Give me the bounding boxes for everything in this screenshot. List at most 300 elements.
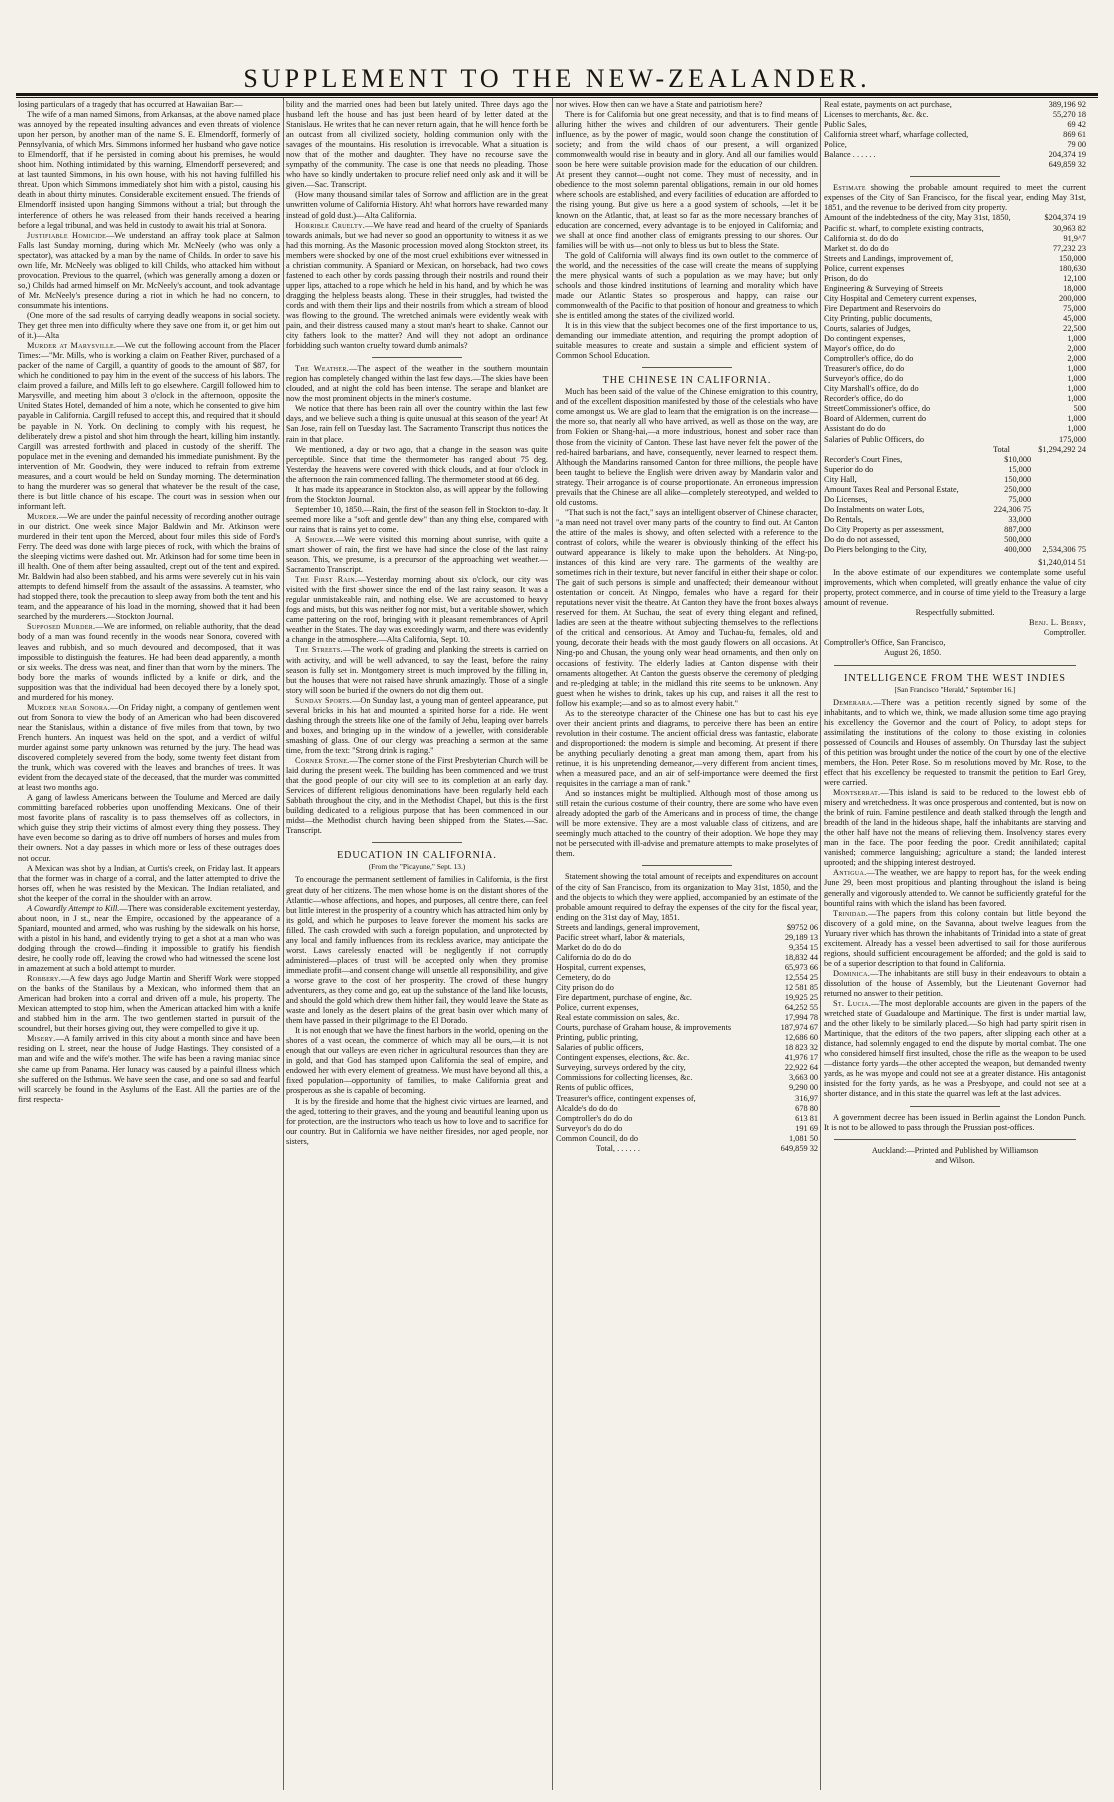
section-source: (From the "Picayune," Sept. 13.) [368, 862, 466, 872]
article-heading: Murder near Sonora. [27, 702, 111, 712]
signature-office: Comptroller's Office, San Francisco, [824, 638, 946, 648]
table-row [556, 1023, 818, 1033]
article-text: —The most deplorable accounts are given in the papers of the wretched state of Guadaloupe and Martinique. The first is under martial law, and the other likely to be similarly placed.—So high had party spirit risen in Martinique, that the editors of the two papers, after slipping each other at a distance, had solemnly engaged to end the dispute by mortal combat. The one who considered himself first insulted, chose the rifle as the weapon to be used—distance forty yards—the other accepted the weapon, but demanded twenty yards, as he was myope and could not see at a greater distance. His antagonist insisted for the forty yards, as he was a Presbyope, and could not see at a shorter distance, and in this state the quarrel was left at the last advices. [824, 999, 1086, 1099]
revenue-table [824, 455, 1086, 555]
article-paragraph: The gold of California will always find its own outlet to the commerce of the world, and the necessities of the case will create the means of supplying the mere physical wants of such a population as we may have; but only schools and those kindred institutions of learning and morality which have made our Atlantic States so prosperous and happy, can raise our commonwealth of the Pacific to that position of honour and greatness to which she is entitled among the states of the civilized world. [556, 250, 818, 320]
article-heading: Montserrat. [833, 788, 881, 798]
article-paragraph: We mentioned, a day or two ago, that a change in the season was quite perceptible. Since that time the thermometer has ranged about 75 deg. Yesterday the heavens were covered with thick clouds, and at four o'clock in the afternoon the rain commenced falling. The thermometer stood at 66 deg. [286, 444, 548, 484]
row-label: Pacific street wharf, labor & materials, [556, 932, 685, 942]
table-row [556, 1144, 818, 1154]
table-row [824, 244, 1086, 254]
article-heading: Misery. [27, 1034, 56, 1044]
row-amount: 1,000 [1067, 394, 1086, 404]
row-label: Licenses to merchants, &c. &c. [824, 110, 929, 120]
row-amount-sum [1031, 535, 1086, 545]
article-heading: Horrible Cruelty. [295, 220, 366, 230]
article-text: —On Sunday last, a young man of genteel appearance, put several bricks in his hat and mounted a spirited horse for a ride. He went dashing through the streets like one of the family of Jehu, leaping over barrels and boxes, and bringing up in the window of a jeweller, with considerable smashing of glass. One of our clergy was preaching a sermon at the same time, from the text: "Strong drink is raging." [286, 695, 548, 755]
article-paragraph [18, 1034, 280, 1104]
table-row [824, 445, 1086, 455]
row-label: City prison do do [556, 982, 614, 992]
row-amount: 613 81 [795, 1113, 818, 1123]
row-label: Alcalde's do do do [556, 1103, 618, 1113]
row-label: Streets and Landings, improvement of, [824, 253, 954, 263]
article-paragraph [18, 512, 280, 623]
article-paragraph [286, 364, 548, 404]
table-row [556, 1083, 818, 1093]
table-row [824, 374, 1086, 384]
table-row [824, 130, 1086, 140]
table-row [556, 1114, 818, 1124]
row-label: Market do do do do [556, 942, 622, 952]
table-row [824, 394, 1086, 404]
row-amount-sum [1031, 455, 1086, 465]
separator-rule [834, 665, 1075, 666]
row-label: Police, [824, 140, 847, 150]
article-heading: Corner Stone. [295, 756, 350, 765]
row-amount: 22,922 64 [784, 1063, 818, 1073]
article-paragraph: A government decree has been issued in Berlin against the London Punch. It is not to be allowed to pass through the Prussian post-offices. [824, 1112, 1086, 1132]
row-label: Pacific st. wharf, to complete existing contracts, [824, 223, 984, 233]
imprint-line: Auckland:—Printed and Published by Williamson [871, 1145, 1039, 1155]
row-label: City Printing, public documents, [824, 313, 933, 323]
table-row [824, 274, 1086, 284]
article-paragraph [286, 645, 548, 695]
row-label: Salaries of Public Officers, do [824, 434, 925, 444]
row-amount: 3,663 00 [788, 1073, 818, 1083]
signature-date: August 26, 1850. [884, 648, 942, 658]
article-text: —On Friday night, a company of gentlemen went out from Sonora to view the body of an American who had been discovered near the Stanislaus, within a distance of five miles from that town, by two French hunters. An inquest was held on the spot, and a verdict of wilful murder against some party unknown was returned by the jury. The head was discovered completely severed from the body, some twenty feet distant from the trunk, which was covered with the leaves and branches of trees. It was evident from the decayed state of the deceased, that the murder was committed at least two months ago. [18, 702, 280, 793]
row-amount: 150,000 [1004, 474, 1032, 484]
table-row [556, 943, 818, 953]
article-paragraph: As to the stereotype character of the Chinese one has but to cast his eye over their ancient prints and diagrams, to perceive there has been an entire revolution in their costume. The ancient official dress was fantastic, elaborate and disproportioned: the modern is simple and becoming. At present if there be anything peculiarly denoting a great man among them, apart from his retinue, it is his unpretending demeanor,—very different from ancient times, when a measured pace, and an air of self-importance were deemed the first requisites in the carriage a man of rank." [556, 708, 818, 789]
article-paragraph: Much has been said of the value of the Chinese emigration to this country, and of the excellent disposition manifested by those of the celestials who have come amongst us. We are glad to learn that the emigration is on the increase—the more so, that nearly all who have arrived, as well as those on the way, are from Fokien or Shang-hai,—a more industrious, honest and sober race than those from the vicinity of Canton. These last have never felt the power of the red-haired barbarians, and have, consequently, never learned to respect them. Although the Mandarins ransomed Canton for three millions, the people have been taught to believe the English were driven away by Mandarin valor and strategy. Their arrogance is of course proportionate. An erroneous impression prevails that the Chinese are all alike—completely stereotyped, and welded to old customs. [556, 387, 818, 507]
expenditure-table [556, 923, 818, 1144]
article-text: —This island is said to be reduced to the lowest ebb of misery and wretchedness. It was once prosperous and contented, but is now on the brink of ruin. Famine pestilence and death stalked through the length and breadth of the land in the hideous shape, half the inhabitants are starving and the other half have not the means of relieving them. Insolvency stares every man in the face. The poor feeding the poor. Credit annihilated; capital vanished; commerce languishing; agriculture a stand; the landed interest uprooted; and the shipping interest destroyed. [824, 788, 1086, 868]
row-label: StreetCommissioner's office, do [824, 404, 931, 414]
row-amount: $10,000 [1004, 454, 1032, 464]
article-paragraph: September 10, 1850.—Rain, the first of the season fell in Stockton to-day. It seemed more like a "soft and gentle dew" than any thing else, compared with our rains that is rains yet to come. [286, 504, 548, 534]
article-text: —The weather, we are happy to report has, for the week ending June 29, been most propitious and planting throughout the island is being generally and vigorously attended to. We cannot be sufficiently grateful for the bountiful rains with which the island has been favored. [824, 868, 1086, 908]
row-label: Fire Department and Reservoirs do [824, 303, 941, 313]
table-row [824, 264, 1086, 274]
table-row [556, 1134, 818, 1144]
row-amount: 64,252 55 [784, 1003, 818, 1013]
row-amount-sum [1031, 475, 1086, 485]
row-amount: 41,976 17 [784, 1053, 818, 1063]
row-label: Mayor's office, do do [824, 344, 895, 354]
table-row [824, 475, 1086, 485]
row-label: Do Instalments on water Lots, [824, 504, 925, 514]
article-text: —We cut the following account from the Placer Times:—"Mr. Mills, who is working a claim on Feather River, purchased of a packer of the name of Cargill, a quantity of goods to the amount of $87, for which he conditioned to pay him in the event of the success of his labors. The claim proved a failure, and Mills left to go elsewhere. Cargill followed him to Marysville, and meeting him about 3 o'clock in the afternoon, opposite the United States Hotel, demanded of him a note, which he consented to give him payable in California. Cargill refused to accept this, and required that it should be payable in N. York. On declining to comply with his request, he deliberately drew a pistol and shot him through the heart, killing him instantly. Cargill was arrested forthwith and placed in custody of the sheriff. The populace met in the evening and demanded his immediate punishment. By the intervention of Mr. Goodwin, they were induced to refrain from extreme measures, and a court would be held on Sunday morning. The determination to hang the murderer was so general that whatever be the result of the case, there is but little chance of his escape. The court was in session when our informant left. [18, 341, 280, 511]
table-row [556, 1124, 818, 1134]
row-amount-sum [1031, 465, 1086, 475]
row-amount: 18,832 44 [784, 952, 818, 962]
row-label: Real estate commission on sales, &c. [556, 1013, 680, 1023]
article-text: —We understand an affray took place at Salmon Falls last Sunday morning, during which Mr. McNeely (who was only a spectator), was attacked by a man by the name of Childs. In order to save his own life, Mr. McNeely was obliged to kill Childs, who attacked him without provocation. Previous to the quarrel, (which was generally among a dozen or so,) Childs had armed himself on Mr. McNeely's account, and took advantage of Mr. McNeely's presence during a riot in which he had no concern, to consummate his intentions. [18, 230, 280, 310]
receipts-table [824, 100, 1086, 160]
row-amount: 75,000 [1063, 303, 1086, 313]
table-row [824, 485, 1086, 495]
article-heading: The Weather. [295, 364, 350, 374]
article-heading: Supposed Murder. [27, 622, 96, 632]
article-text: —The papers from this colony contain but little beyond the discovery of a gold mine, on the Savanna, about twelve leagues from the Yuruary river which has thrown the inhabitants of Trinidad into a state of great excitement. Already has a vessel been advertised to sail for those auriferous regions, should sufficient encouragement be afforded; and the gold is said to be of a superior description to that found in California. [824, 908, 1086, 968]
table-row [556, 993, 818, 1003]
table-row [556, 1094, 818, 1104]
row-label: Treasurer's office, do do [824, 364, 905, 374]
row-label: Real estate, payments on act purchase, [824, 100, 952, 109]
row-label: Commissions for collecting licenses, &c. [556, 1073, 693, 1083]
row-amount: 204,374 19 [1048, 150, 1086, 160]
article-text: —Yesterday morning about six o'clock, our city was visited with the first shower since the end of the last rainy season. It was a regular unmistakeable rain, and nothing else. We are accustomed to heavy fogs and mists, but this was neither fog nor mist, but a veritable shower, which came pattering on the roof, bringing with it pleasant remembrances of April weather in the States. The day was exceedingly warm, and there was evidently a change in the atmosphere.—Alta California, Sept. 10. [286, 575, 548, 645]
row-amount: 12,100 [1063, 273, 1086, 283]
article-text: —A family arrived in this city about a month since and have been residing on L street, near the house of Judge Hastings. They consisted of a man and wife and the wife's mother. The wife has been a raving maniac since she came up from Panama. Her lunacy was caused by a painful illness which she suffered on the Isthmus. We have seen the case, and one so sad and fearful will scarcely be found in the Asylums of the East. All the parties are of the first respecta- [18, 1034, 280, 1104]
separator-rule [642, 865, 731, 866]
article-paragraph [824, 183, 1086, 213]
row-label: Common Council, do do [556, 1133, 639, 1143]
table-row [556, 1003, 818, 1013]
article-heading: Murder at Marysville. [27, 341, 117, 351]
debt-row [824, 213, 1086, 223]
row-amount: 9,290 00 [788, 1083, 818, 1093]
total-label: Total [993, 444, 1010, 454]
separator-rule [910, 176, 999, 177]
article-paragraph [824, 999, 1086, 1099]
row-label: Cemetery, do do [556, 972, 611, 982]
table-row [824, 495, 1086, 505]
row-amount: 12 581 85 [784, 982, 818, 992]
row-amount: 400,000 [1004, 545, 1032, 555]
article-paragraph: There is for California but one great necessity, and that is to find means of alluring hither the wives and children of our adventurers. Their gentle influence, as by the power of magic, would soon change the constitution of society; and from the wild chaos of our present, a will organized commonwealth would rise in beauty and in glory. And all our families would soon be here were suitable provision made for the education of our children. At present they cannot—ought not come. They must of necessity, and in obedience to the most solemn parental obligations, remain in our old homes where schools are established, and every facilities of education are afforded to the rising young. But give us here a a good system of schools, —let it be known on the Atlantic, that, at least so far as the more necessary branches of education are concerned, every advantage is to be enjoyed in California; and we shall at once find another class of emigrants pressing to our shores. Our families will be with us—not only to bless us but to bless the State. [556, 110, 818, 250]
row-amount: 191 69 [795, 1123, 818, 1133]
column-divider [820, 98, 821, 1790]
article-text: —A few days ago Judge Martin and Sheriff Work were stopped on the banks of the Stanilaus by a Mexican, who informed them that an American had broken into a corral and driven off a mule, his property. The Mexican attempted to stop him, when the American attacked him with a knife and stabbed him in the arm. The two gentlemen started in pursuit of the scoundrel, but their horses giving out, they were compelled to give it up. [18, 974, 280, 1034]
article-paragraph [824, 698, 1086, 788]
article-paragraph: A Mexican was shot by a Indian, at Curtis's creek, on Friday last. It appears that the former was in charge of a corral, and the latter attempted to drive the horses off, when he was resisted by the Mexican. The Indian retaliated, and shot the keeper of the corral in the shoulder with an arrow. [18, 863, 280, 903]
article-paragraph: In the above estimate of our expenditures we contemplate some useful improvements, which when completed, will greatly enhance the value of city property, protect commerce, and in course of time yield to the Treasury a large amount of revenue. [824, 568, 1086, 608]
article-paragraph [18, 231, 280, 311]
table-row [556, 1033, 818, 1043]
signature-name: Benj. L. Berry, [1028, 618, 1086, 628]
article-heading: Dominica. [833, 968, 871, 978]
column-2 [286, 100, 548, 1788]
article-heading: The Streets. [295, 645, 343, 655]
row-label: Engineering & Surveying of Streets [824, 283, 943, 293]
row-label: City Hospital and Cemetery current expenses, [824, 293, 977, 303]
table-row [824, 525, 1086, 535]
row-label: Treasurer's office, contingent expenses of, [556, 1093, 696, 1103]
article-text: showing the probable amount required to meet the current expenses of the City of San Francisco, for the fiscal year, ending May 31st, 1851, and the revenue to be derived from city property. [824, 183, 1086, 213]
row-amount: 1,000 [1067, 424, 1086, 434]
article-paragraph: It is in this view that the subject becomes one of the first importance to us, demanding our immediate attention, and requiring the prompt adoption of suitable measures to create and sustain a simple and efficient system of Common School Education. [556, 321, 818, 361]
row-label: Police, current expenses [824, 263, 905, 273]
row-amount: 30,963 82 [1052, 223, 1086, 233]
row-label: Courts, salaries of Judges, [824, 323, 911, 333]
row-label: Courts, purchase of Graham house, & improvements [556, 1023, 732, 1033]
table-row [824, 545, 1086, 555]
row-label: Surveyor's do do do [556, 1123, 623, 1133]
row-amount: 250,000 [1004, 484, 1032, 494]
row-label: Recorder's office, do do [824, 394, 904, 404]
row-amount: 15,000 [1008, 464, 1032, 474]
table-row [824, 120, 1086, 130]
article-paragraph: Statement showing the total amount of receipts and expenditures on account of the city of San Francisco, from its organization to May 31st, 1850, and the and the objects to which they were applied, accompanied by an estimate of the probable amount required to defray the expenses of the city for the fiscal year, ending on the 31st day of May, 1851. [556, 872, 818, 922]
column-divider [283, 98, 284, 1790]
row-label: Do Rentals, [824, 514, 864, 524]
section-source: [San Francisco "Herald," September 16.] [894, 684, 1016, 694]
article-heading: A Cowardly Attempt to Kill. [27, 903, 120, 913]
signature-title: Comptroller. [1043, 628, 1086, 638]
row-amount: 1,000 [1067, 364, 1086, 374]
row-amount-sum [1031, 515, 1086, 525]
row-label: Amount Taxes Real and Personal Estate, [824, 484, 959, 494]
article-heading: A Shower. [295, 534, 336, 544]
table-row [824, 515, 1086, 525]
row-label: Recorder's Court Fines, [824, 454, 903, 464]
row-amount: 9,354 15 [788, 942, 818, 952]
section-heading: INTELLIGENCE FROM THE WEST INDIES [844, 672, 1066, 684]
article-paragraph: To encourage the permanent settlement of families in California, is the first great duty of her citizens. The men whose home is on the distant shores of the Atlantic—whose affections, and hopes, and purposes, all centre there, can feel but little interest in the prosperity of a country which has attracted him only by its gold, and which he purposes to leave forever the moment his sacks are filled. The cash crowded with such a foreign population, and unprotected by any local and family influences from its reckless avarice, may anticipate the worst. Laws carelessly enacted will be negligently if not corruptly administered—places of trust will be accepted only when they promise immediate profit—and consent change will unsettle all responsibility, and give a worse grave to the cost of her prosperity. The crowd of these hungry adventurers, as they come and go, eat up the substance of the land like locusts, and should the gold which drew them hither fail, they would leave the State as waste and lonely as the desert plains of the great basin over which many of them have passed in their pilgrimage to the El Dorado. [286, 875, 548, 1026]
article-paragraph: And so instances might be multiplied. Although most of those among us still retain the curious costume of their country, there are some who have even already adopted the garb of the Americans and in process of time, the change will be more extensive. They are a most valuable class of citizens, and are seemingly much attached to the country of their adoption. We hope they may not be persecuted with ill-advise and premature attempts to make proselytes of them. [556, 789, 818, 859]
row-amount: 175,000 [1059, 434, 1086, 444]
row-amount-sum [1031, 485, 1086, 495]
table-row [824, 364, 1086, 374]
row-amount: 678 80 [795, 1103, 818, 1113]
table-row [556, 1073, 818, 1083]
row-label: Salaries of public officers, [556, 1043, 644, 1053]
row-label: Do Licenses, [824, 494, 868, 504]
article-text: —The aspect of the weather in the southern mountain region has completely changed within the last few days.—The skies have been clouded, and at night the cold has been intense. The serape and blanket are now the most prominent objects in the miner's costume. [286, 364, 548, 404]
table-row [824, 505, 1086, 515]
row-amount-sum [1031, 495, 1086, 505]
table-row [824, 100, 1086, 110]
article-paragraph: bility and the married ones had been but lately united. Three days ago the husband left the house and has just been heard of by letter dated at the Stanislaus. He writes that he can never return again, that he will hence forth be an outcast from all civilized society, holding communion only with the savages of the mountains. His resolution is irrevocable. What a situation is now that of the mother and daughter. They have no recourse save the sympathy of the community. The case is one that needs no pleading. Those who have so kindly undertaken to procure relief need only ask and it will be given.—Sac. Transcript. [286, 100, 548, 190]
article-paragraph [286, 756, 548, 836]
row-amount: 180,630 [1059, 263, 1086, 273]
article-paragraph: It is by the fireside and home that the highest civic virtues are learned, and the aged, tottering to their graves, and the young and beautiful leaning upon us for protection, are the instructors who teach us how to love and to sacrifice for our country. But in California we have neither firesides, nor aged people, nor sisters, [286, 1096, 548, 1146]
section-heading: EDUCATION IN CALIFORNIA. [337, 850, 497, 862]
row-amount: 12,686 60 [784, 1033, 818, 1043]
row-amount: 29,189 13 [784, 932, 818, 942]
row-amount: 91,9^7 [1063, 233, 1086, 243]
table-row [824, 424, 1086, 434]
row-amount: 18,000 [1063, 283, 1086, 293]
article-paragraph [286, 535, 548, 575]
row-amount: 2,000 [1067, 344, 1086, 354]
table-row [824, 254, 1086, 264]
row-amount: 150,000 [1059, 253, 1086, 263]
total-amount: 649,859 32 [780, 1143, 818, 1153]
separator-rule [834, 1139, 1075, 1140]
article-paragraph [18, 974, 280, 1034]
article-paragraph: (One more of the sad results of carrying deadly weapons in social society. They get three men into difficulty where they save one from it, or get him out of it.)—Alta [18, 310, 280, 341]
row-amount: 79 00 [1067, 140, 1086, 150]
table-row [824, 324, 1086, 334]
row-label: Assistant do do do [824, 424, 886, 434]
table-row [824, 404, 1086, 414]
closing-respect: Respectfully submitted. [915, 608, 995, 618]
row-label: Do do do not assessed, [824, 534, 900, 544]
row-label: Contingent expenses, elections, &c. &c. [556, 1053, 690, 1063]
row-amount-sum [1031, 505, 1086, 515]
row-amount: 33,000 [1008, 514, 1032, 524]
row-label: Prison, do do [824, 273, 869, 283]
row-label: Rents of public offices, [556, 1083, 634, 1093]
table-row [824, 234, 1086, 244]
expenditure-total [556, 1144, 818, 1154]
article-paragraph [824, 969, 1086, 999]
row-amount: 75,000 [1008, 494, 1032, 504]
row-amount: 65,973 66 [784, 962, 818, 972]
table-row [556, 1063, 818, 1073]
article-paragraph [18, 341, 280, 512]
row-amount: 18 823 32 [784, 1043, 818, 1053]
row-label: Board of Aldermen, current do [824, 414, 927, 424]
article-text: —There was a petition recently signed by some of the inhabitants, and to which we, think, we made allusion some time ago praying his excellency the Governor and the court of Policy, to adopt steps for assimilating the institutions of the colony to those existing in colonies possessed of Councils and Houses of assembly. On Thursday last the subject of this petition was brought under the notice of the court by one of the elective members, the Hon. Peter Rose. So m resolutions moved by Mr. Rose, to the effect that his excellency be requested to transmit the petition to Earl Grey, were carried. [824, 697, 1086, 787]
section-heading: THE CHINESE IN CALIFORNIA. [602, 375, 772, 387]
table-row [556, 1043, 818, 1053]
estimate-total [824, 445, 1086, 455]
article-text: —The corner stone of the First Presbyterian Church will be laid during the present week. The building has been commenced and we trust that the good people of our city will see to its completion at an early day. Services of different religious denominations have been regularly held each Sabbath throughout the city, and in the Methodist Chapel, but this is the first building dedicated to a religious purpose that has been commenced in our midst—the Methodist church having been shipped from the States.—Sac. Transcript. [286, 756, 548, 836]
article-paragraph [824, 868, 1086, 908]
separator-rule [372, 842, 461, 843]
article-text: —We are informed, on reliable authority, that the dead body of a man was found recently in the woods near Sonora, covered with leaves and rubbish, and so much devoured and decomposed, that it was impossible to distinguish the features. He had been dead apparently, a month or six weeks. The dress was neat, and finer than that worn by the miners. The body bore the marks of wounds inflicted by a knife or dirk, and the supposition was that the individual had been decoyed there by a lonely spot, and murdered for his money. [18, 622, 280, 702]
table-row [556, 1053, 818, 1063]
column-3 [556, 100, 818, 1788]
article-heading: St. Lucia. [833, 999, 872, 1009]
table-row [556, 923, 818, 933]
row-amount: 316,97 [795, 1093, 818, 1103]
separator-rule [910, 1106, 999, 1107]
table-row [824, 354, 1086, 364]
row-amount: 2,000 [1067, 354, 1086, 364]
table-row [824, 314, 1086, 324]
article-paragraph: (How many thousand similar tales of Sorrow and affliction are in the great unwritten volume of California History. Ah! what horrors have rewarded many instead of gold dust.)—Alta California. [286, 190, 548, 220]
imprint-line: and Wilson. [935, 1155, 975, 1165]
table-row [824, 384, 1086, 394]
separator-rule [642, 367, 731, 368]
row-amount: 1,081 50 [788, 1133, 818, 1143]
row-amount: 1,000 [1067, 414, 1086, 424]
table-row [556, 933, 818, 943]
row-amount: 389,196 92 [1048, 100, 1086, 109]
article-heading: Demerara. [833, 697, 874, 707]
table-row [824, 213, 1086, 223]
row-amount: 224,306 75 [993, 504, 1032, 514]
row-amount: 12,554 25 [784, 972, 818, 982]
article-paragraph [286, 696, 548, 756]
article-paragraph: It is not enough that we have the finest harbors in the world, opening on the shores of a vast ocean, the commerce of which may all be ours,—it is not enough that our valleys are even richer in agricultural resources than they are in gold, and that God has stamped upon California the seal of empire, and endowed her with every element of greatness. We must have beyond all this, a fixed population—opportunity of families, to make California great and prosperous as she is capable of becoming. [286, 1026, 548, 1096]
row-label: Market st. do do do [824, 243, 889, 253]
row-label: Superior do do [824, 464, 874, 474]
row-amount: 500,000 [1004, 534, 1032, 544]
article-heading: Antigua. [833, 868, 867, 878]
table-row [824, 224, 1086, 234]
article-text: —We have read and heard of the cruelty of Spaniards towards animals, but we had never so good an opportunity to witness it as we had this morning. As the Masonic procession moved along Stockton street, its members were shocked by one of the most cruel exhibitions ever witnessed in a christian community. A Spaniard or Mexican, on horseback, had two cows fastened to each other by cords passing through their nostrils and round their upper lips, attached to a rope which he held in his hand, and by which he was dragging the helpless beasts along. These in their struggles, had twisted the cords and with them their lips and their nostrils from which a stream of blood was flowing to the ground. The wretched animals were evidently weak with pain, and their distress caused many a stout man's heart to shake. Cannot our city fathers look to the matter? And will they not adopt an ordinance forbidding such wanton cruelty toward dumb animals? [286, 220, 548, 351]
row-label: California st. do do do [824, 233, 899, 243]
row-amount: 500 [1073, 404, 1086, 414]
article-paragraph: "That such is not the fact," says an intelligent observer of Chinese character, "a man need not travel over many parts of the country to find out. At Canton the attire of the males is showy, and often selected with a reference to the contrast of colors, while the wearer is obviously thinking of the effect his outward appearance is likely to make upon the beholders. At Ning-po, instances of this kind are very rare. The garments of the wealthy are sometimes rich in their texture, but never fanciful in either their shape or color. The gait of such persons is simple and unaffected; their demeanour without ostentation or conceit. At Ningpo, females who have a regard for their reputations never visit the theatre. At Canton they have the front boxes always reserved for them. At Suchau, the seat of every thing elegant and refined, ladies are seen at the theatre without subjecting themselves to the reflections of the critical and censorious. At Amoy and Tuchau-fu, females, old and young, decorate their heads with the most gaudy flowers on all occasions. At Ning-po and Chusan, the young only wear head ornaments, and then only on occasions of festivity. The elderly ladies at Canton dispense with their ornaments altogether. At Canton the guests observe the ceremony of pledging and re-pledging at table; in the midland this rite seems to be unknown. Any guest when he wishes to drink, takes up his cup, and raises it all the rest to follow his example;—and so as to almost every habit." [556, 507, 818, 708]
row-label: Comptroller's office, do do [824, 354, 914, 364]
table-row [556, 963, 818, 973]
article-heading: Justifiable Homicide [27, 230, 107, 240]
row-amount: 77,232 23 [1052, 243, 1086, 253]
table-row [824, 535, 1086, 545]
row-label: Surveying, surveys ordered by the city, [556, 1063, 686, 1073]
total-amount: $1,294,292 24 [1038, 444, 1086, 454]
article-paragraph [18, 703, 280, 793]
row-label: Do contingent expenses, [824, 334, 906, 344]
row-label: Surveyor's office, do do [824, 374, 904, 384]
debt-amount: $204,374 19 [1044, 213, 1086, 223]
article-heading: Sunday Sports. [295, 695, 353, 705]
row-label: Police, current expenses, [556, 1003, 639, 1013]
article-text: —The inhabitants are still busy in their endeavours to obtain a dissolution of the house of Assembly, but the Lieutenant Governor had returned no answer to their petition. [824, 968, 1086, 998]
article-paragraph: We notice that there has been rain all over the country within the last few days, and we believe such a thing is quite unusual at this season of the year! At San Jose, rain fell on Tuesday last. The Sacramento Transcript thus notices the rain in that place. [286, 404, 548, 444]
table-row [556, 973, 818, 983]
row-label: Do Piers belonging to the City, [824, 545, 927, 555]
table-row [824, 455, 1086, 465]
row-label: Hospital, current expenses, [556, 962, 646, 972]
debt-label: Amount of the indebtedness of the city, May 31st, 1850, [824, 213, 1011, 223]
table-row [824, 150, 1086, 160]
row-label: Public Sales, [824, 120, 867, 130]
row-amount: 1,000 [1067, 374, 1086, 384]
row-amount: 22,500 [1063, 323, 1086, 333]
receipts-total: 649,859 32 [1048, 160, 1086, 170]
article-paragraph: It has made its appearance in Stockton also, as will appear by the following from the Stockton Journal. [286, 484, 548, 504]
table-row [824, 465, 1086, 475]
table-row [556, 983, 818, 993]
table-row [824, 110, 1086, 120]
table-row [556, 1104, 818, 1114]
row-amount: 69 42 [1067, 120, 1086, 130]
article-paragraph: nor wives. How then can we have a State and patriotism here? [556, 100, 763, 109]
column-4 [824, 100, 1086, 1788]
row-amount: 187,974 67 [780, 1023, 818, 1033]
row-label: City Hall, [824, 474, 857, 484]
row-amount: 1,000 [1067, 334, 1086, 344]
row-amount: 200,000 [1059, 293, 1086, 303]
table-row [824, 334, 1086, 344]
row-label: Balance . . . . . . [824, 150, 876, 160]
article-heading: Robbery. [27, 974, 62, 984]
article-heading: Trinidad. [833, 908, 869, 918]
row-label: Fire department, purchase of engine, &c. [556, 993, 692, 1003]
table-row [824, 304, 1086, 314]
article-text: —We were visited this morning about sunrise, with quite a smart shower of rain, the first we have had since the close of the last rainy season. This, we presume, is a precursor of the approaching wet weather.—Sacramento Transcript. [286, 534, 548, 575]
row-amount: 1,000 [1067, 384, 1086, 394]
article-paragraph [286, 575, 548, 645]
row-amount-sum: 2,534,306 75 [1042, 545, 1086, 555]
article-text: —There was considerable excitement yesterday, about noon, in J st., near the Empire, occasioned by the appearance of a Spaniard, mounted and armed, who was rushing by the sidewalk on his horse, with a pistol in his hand, and evidently trying to get a shot at a man who was dodging through the crowd—finding it impossible to gratify his fiendish desire, he coolly rode off, leaving the crowd who had witnessed the scene lost in amazement at such a bold attempt to murder. [18, 903, 280, 974]
article-paragraph [286, 221, 548, 352]
table-row [824, 435, 1086, 445]
article-paragraph [824, 788, 1086, 868]
row-amount: $9752 06 [786, 922, 818, 932]
article-paragraph: The wife of a man named Simons, from Arkansas, at the above named place was annoyed by the repeated insulting advances and even threats of violence upon her person, by another man of the name S. E. Elmendorff, formerly of Pennsylvania, of which Mrs. Simmons informed her husband who gave notice to Elmendorff, that if he persisted in coming about his premises, he would shoot him. Nothing intimidated by this warning, Elmendorff persevered; and at last taunted Simmons, in his own house, with his not having fulfilled his threat. Upon which Simmons immediately shot him with a pistol, causing his death in about thirty minutes. Considerable excitement ensued. The friends of Elmendorff insisted upon hanging Simmons without a trial; but through the interference of others he was released from their hands received a hearing before a legal tribunal, and was held in custody to await his trial at Sonora. [18, 110, 280, 230]
article-paragraph [18, 904, 280, 974]
row-amount: 17,994 78 [784, 1013, 818, 1023]
row-amount: 869 61 [1063, 130, 1086, 140]
masthead-rule-thin [16, 97, 1098, 98]
row-label: Comptroller's do do do [556, 1113, 633, 1123]
article-heading: The First Rain. [295, 575, 358, 585]
table-row [824, 284, 1086, 294]
article-paragraph: losing particulars of a tragedy that has occurred at Hawaiian Bar:— [18, 100, 243, 109]
row-amount: 887,000 [1004, 524, 1032, 534]
separator-rule [372, 357, 461, 358]
row-label: Do City Property as per assessment, [824, 524, 944, 534]
